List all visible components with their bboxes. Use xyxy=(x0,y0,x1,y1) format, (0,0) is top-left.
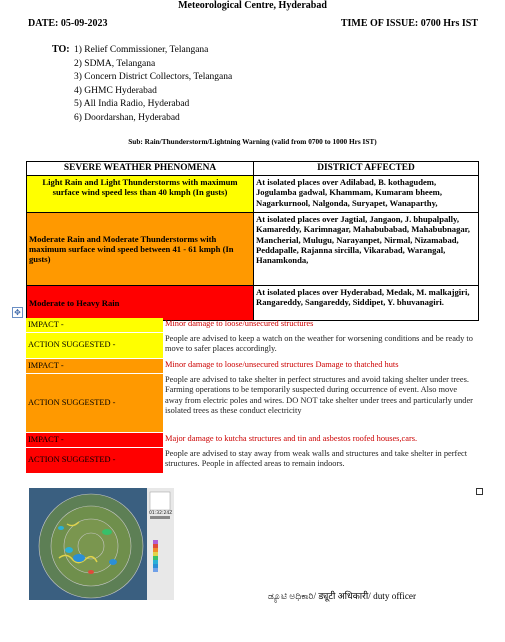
phenomena-cell: Moderate to Heavy Rain xyxy=(27,286,254,321)
action-label: ACTION SUGGESTED - xyxy=(26,448,163,474)
action-label: ACTION SUGGESTED - xyxy=(26,333,163,359)
impact-text: Minor damage to loose/unsecured structures Damage to thatched huts xyxy=(163,359,478,374)
phenomena-cell: Light Rain and Light Thunderstorms with maximum surface wind speed less than 40 kmph (In gusts) xyxy=(27,176,254,213)
districts-cell: At isolated places over Jagtial, Jangaon, J. bhupalpally, Kamareddy, Karimnagar, Mahabubabad, Mahabubnagar, Mancherial, Mulugu, Narayanpet, Nirmal, Nizamabad, Peddapalle, Rajanna sircilla, Vikarabad, Warangal, Hanamkonda, xyxy=(254,213,479,286)
radar-time: 01:32:24Z xyxy=(149,511,173,516)
districts-cell: At isolated places over Hyderabad, Medak, M. malkajgiri, Rangareddy, Sangareddy, Siddipet, Y. bhuvanagiri. xyxy=(254,286,479,321)
checkbox-icon xyxy=(476,488,483,495)
recipient-list xyxy=(74,44,232,126)
impact-label: IMPACT - xyxy=(26,318,163,333)
warning-table xyxy=(26,161,479,321)
recipient-item: 3) Concern District Collectors, Telangana xyxy=(74,72,233,83)
phenomena-cell: Moderate Rain and Moderate Thunderstorms with maximum surface wind speed between 41 - 61 kmph (In gusts) xyxy=(27,213,254,286)
action-label: ACTION SUGGESTED - xyxy=(26,374,163,433)
header-districts: DISTRICT AFFECTED xyxy=(254,162,479,176)
impact-text: Minor damage to loose/unsecured structures xyxy=(163,318,478,333)
action-text: People are advised to stay away from weak walls and structures and take shelter in perfect structures. People in affected areas to remain indoors. xyxy=(163,448,478,474)
action-text: People are advised to take shelter in perfect structures and avoid taking shelter under trees. Farming operations to be temporarily suspected during occurrence of event. Also move away from electric poles and wires. DO NOT take shelter under trees and particularly under isolated trees as these conduct electricity xyxy=(163,374,478,433)
recipient-item: 2) SDMA, Telangana xyxy=(74,58,156,69)
warning-row-red xyxy=(27,286,479,321)
action-row xyxy=(26,333,478,359)
issue-date: DATE: 05-09-2023 xyxy=(28,18,108,29)
action-text: People are advised to keep a watch on the weather for worsening conditions and be ready to move to safer places accordingly. xyxy=(163,333,478,359)
warning-row-yellow xyxy=(27,176,479,213)
duty-officer-signature: ಡ್ಯೂಟಿ ಅಧಿಕಾರಿ/ ड्यूटी अधिकारी/ duty officer xyxy=(268,591,417,601)
impact-row xyxy=(26,433,478,448)
recipient-item: 6) Doordarshan, Hyderabad xyxy=(74,112,180,123)
recipient-item: 1) Relief Commissioner, Telangana xyxy=(74,45,209,55)
warning-row-orange xyxy=(27,213,479,286)
table-move-handle-icon[interactable]: ✥ xyxy=(12,307,23,318)
impact-label: IMPACT - xyxy=(26,433,163,448)
header-phenomena: SEVERE WEATHER PHENOMENA xyxy=(27,162,254,176)
warning-table-header xyxy=(27,162,479,176)
districts-cell: At isolated places over Adilabad, B. kothagudem, Jogulamba gadwal, Khammam, Kumaram bheem, Nagarkurnool, Nalgonda, Suryapet, Wanaparthy, xyxy=(254,176,479,213)
recipient-item: 5) All India Radio, Hyderabad xyxy=(74,99,190,110)
org-title: Meteorological Centre, Hyderabad xyxy=(178,0,327,11)
radar-map-graphic xyxy=(29,488,174,600)
impact-table xyxy=(26,318,478,474)
impact-text: Major damage to kutcha structures and tin and asbestos roofed houses,cars. xyxy=(163,433,478,448)
to-label: TO: xyxy=(52,44,70,55)
impact-label: IMPACT - xyxy=(26,359,163,374)
radar-image xyxy=(29,488,174,600)
recipient-item: 4) GHMC Hyderabad xyxy=(74,85,157,96)
impact-row xyxy=(26,318,478,333)
action-row xyxy=(26,448,478,474)
impact-row xyxy=(26,359,478,374)
issue-time: TIME OF ISSUE: 0700 Hrs IST xyxy=(340,18,478,29)
subject-line: Sub: Rain/Thunderstorm/Lightning Warning (valid from 0700 to 1000 Hrs IST) xyxy=(128,137,377,146)
action-row xyxy=(26,374,478,433)
